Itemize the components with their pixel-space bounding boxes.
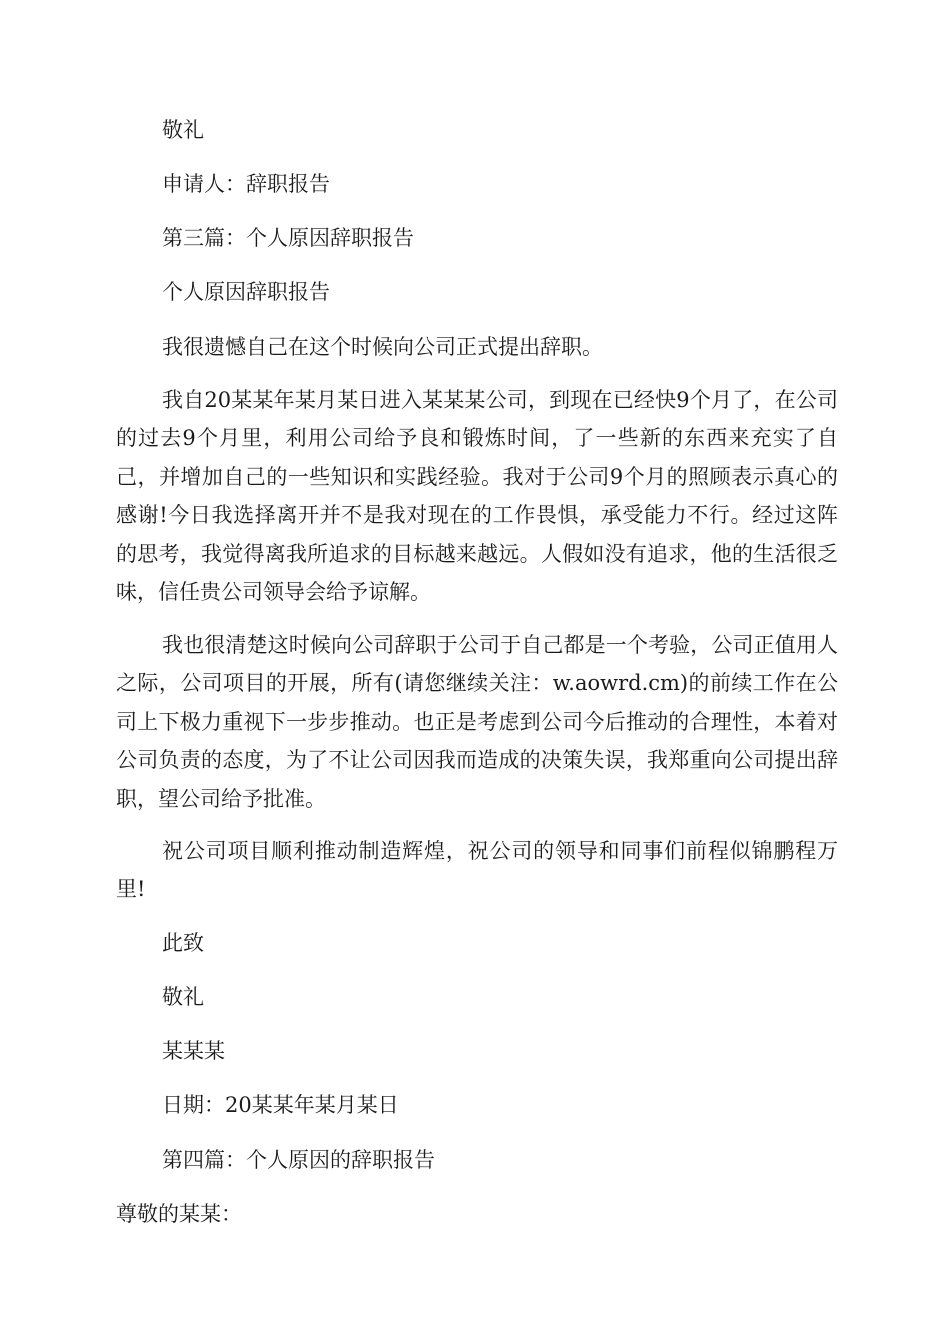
closing-ci-zhi: 此致 (162, 931, 204, 955)
opening-line: 我很遗憾自己在这个时候向公司正式提出辞职。 (162, 335, 603, 359)
signature-name: 某某某 (162, 1039, 225, 1063)
section-heading-3: 第三篇：个人原因辞职报告 (162, 226, 414, 250)
body-paragraph-2: 我也很清楚这时候向公司辞职于公司于自己都是一个考验，公司正值用人之际，公司项目的开展，所有(请您继续关注：w.aowrd.cm)的前续工作在公司上下极力重视下一步步推动。也正是考虑到公司今后推动的合理性，本着对公司负责的态度，为了不让公司因我而造成的决策失误，我郑重向公司提出辞职，望公司给予批准。 (116, 633, 838, 811)
letter-title: 个人原因辞职报告 (162, 280, 330, 304)
applicant-line: 申请人：辞职报告 (162, 172, 330, 196)
closing-jing-li: 敬礼 (162, 985, 204, 1009)
body-paragraph-1: 我自20某某年某月某日进入某某某公司，到现在已经快9个月了，在公司的过去9个月里，利用公司给予良和锻炼时间，了一些新的东西来充实了自己，并增加自己的一些知识和实践经验。我对于公司9个月的照顾表示真心的感谢!今日我选择离开并不是我对现在的工作畏惧，承受能力不行。经过这阵的思考，我觉得离我所追求的目标越来越远。人假如没有追求，他的生活很乏味，信任贵公司领导会给予谅解。 (116, 388, 838, 605)
section-heading-4: 第四篇：个人原因的辞职报告 (162, 1148, 435, 1172)
body-paragraph-3: 祝公司项目顺利推动制造辉煌，祝公司的领导和同事们前程似锦鹏程万里! (116, 839, 838, 902)
closing-respect-line: 敬礼 (162, 118, 204, 142)
salutation: 尊敬的某某： (116, 1202, 242, 1226)
signature-date: 日期：20某某年某月某日 (162, 1093, 399, 1117)
